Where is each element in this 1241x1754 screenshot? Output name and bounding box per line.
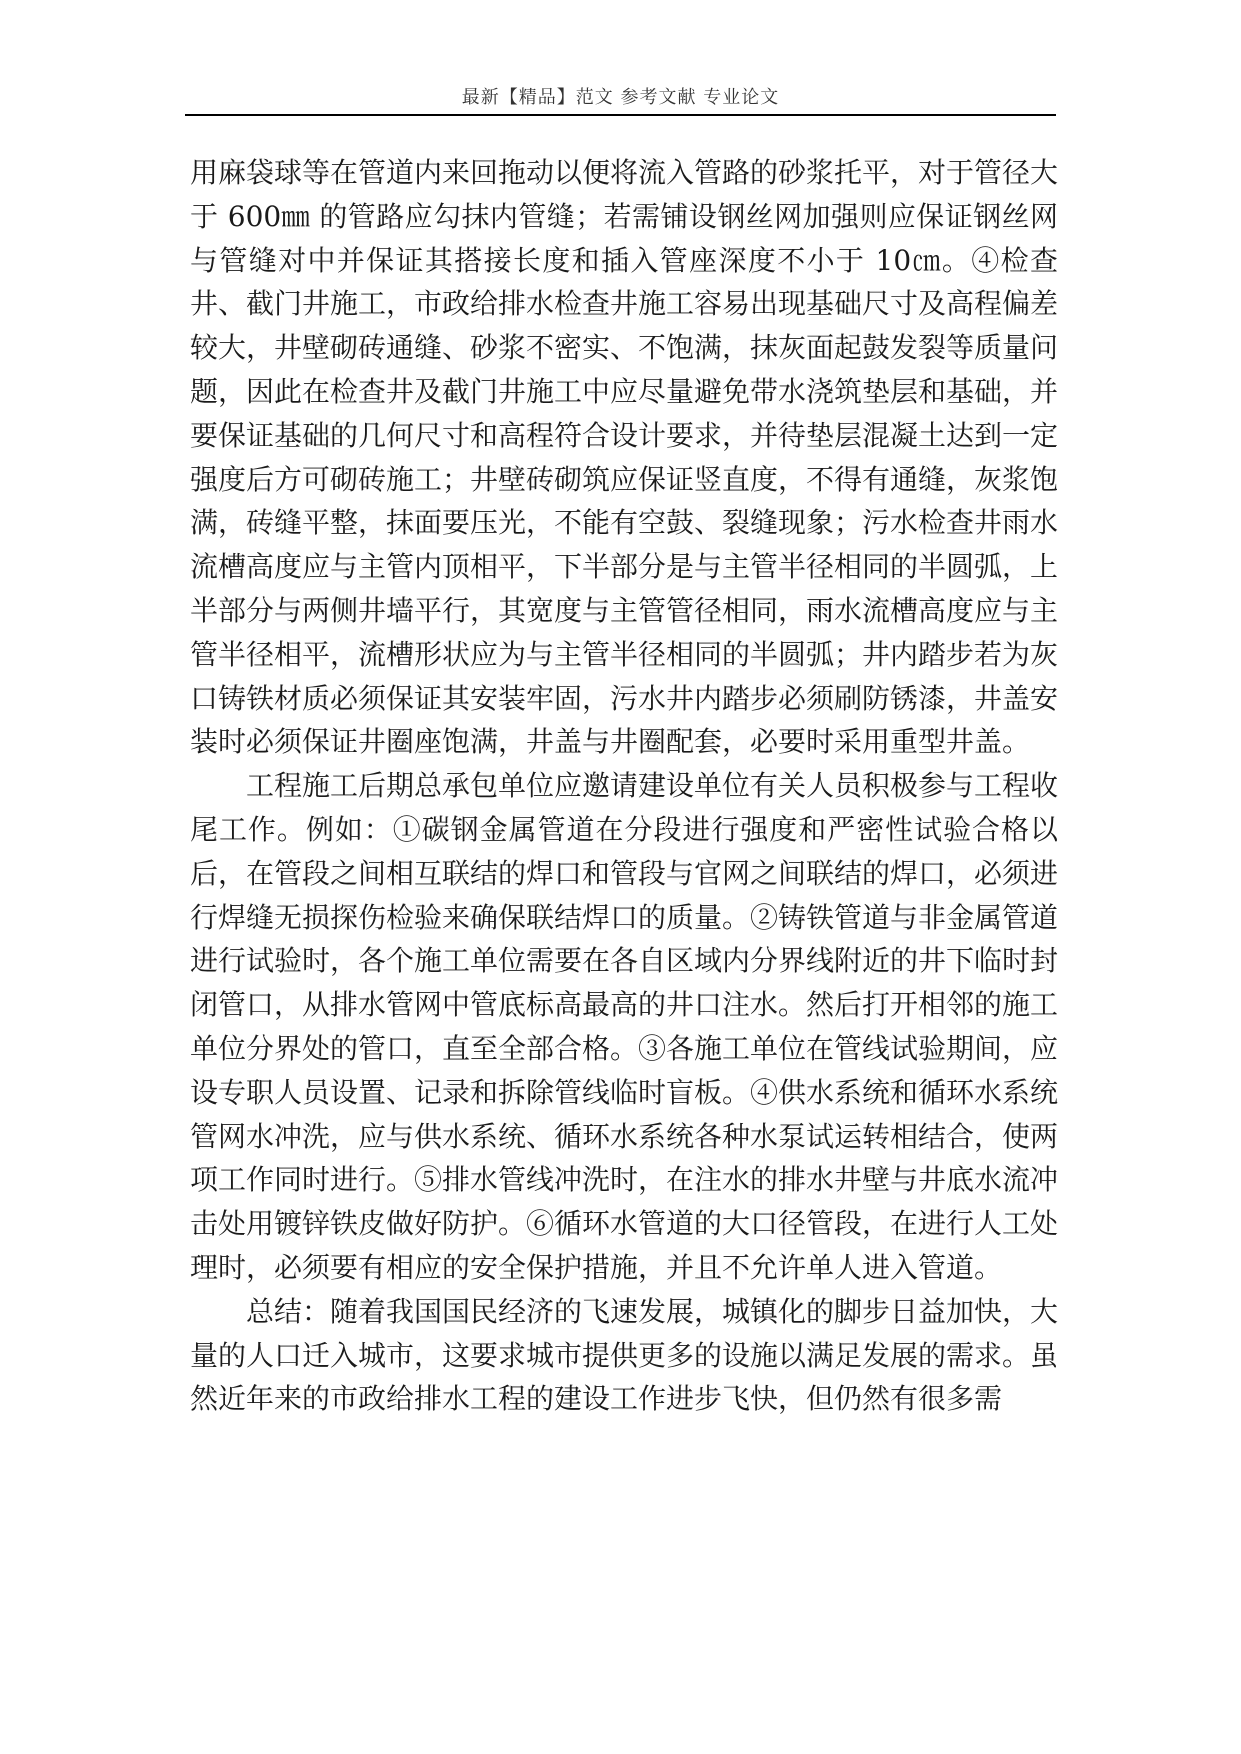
document-body — [190, 151, 1058, 1421]
paragraph-2: 工程施工后期总承包单位应邀请建设单位有关人员积极参与工程收尾工作。例如：①碳钢金属管道在分段进行强度和严密性试验合格以后，在管段之间相互联结的焊口和管段与官网之间联结的焊口，必须进行焊缝无损探伤检验来确保联结焊口的质量。②铸铁管道与非金属管道进行试验时，各个施工单位需要在各自区域内分界线附近的井下临时封闭管口，从排水管网中管底标高最高的井口注水。然后打开相邻的施工单位分界处的管口，直至全部合格。③各施工单位在管线试验期间，应设专职人员设置、记录和拆除管线临时盲板。④供水系统和循环水系统管网水冲洗，应与供水系统、循环水系统各种水泵试运转相结合，使两项工作同时进行。⑤排水管线冲洗时，在注水的排水井壁与井底水流冲击处用镀锌铁皮做好防护。⑥循环水管道的大口径管段，在进行人工处理时，必须要有相应的安全保护措施，并且不允许单人进入管道。 — [190, 769, 1059, 1284]
paragraph-1: 用麻袋球等在管道内来回拖动以便将流入管路的砂浆托平，对于管径大于 600㎜ 的管路应勾抹内管缝；若需铺设钢丝网加强则应保证钢丝网与管缝对中并保证其搭接长度和插入管座深度不小于 10㎝。④检查井、截门井施工，市政给排水检查井施工容易出现基础尺寸及高程偏差较大，井壁砌砖通缝、砂浆不密实、不饱满，抹灰面起鼓发裂等质量问题，因此在检查井及截门井施工中应尽量避免带水浇筑垫层和基础，并要保证基础的几何尺寸和高程符合设计要求，并待垫层混凝土达到一定强度后方可砌砖施工；井壁砖砌筑应保证竖直度，不得有通缝，灰浆饱满，砖缝平整，抹面要压光，不能有空鼓、裂缝现象；污水检查井雨水流槽高度应与主管内顶相平，下半部分是与主管半径相同的半圆弧，上半部分与两侧井墙平行，其宽度与主管管径相同，雨水流槽高度应与主管半径相平，流槽形状应为与主管半径相同的半圆弧；井内踏步若为灰口铸铁材质必须保证其安装牢固，污水井内踏步必须刷防锈漆，井盖安装时必须保证井圈座饱满，井盖与井圈配套，必要时采用重型井盖。 — [190, 156, 1059, 759]
paragraph-3: 总结：随着我国国民经济的飞速发展，城镇化的脚步日益加快，大量的人口迁入城市，这要求城市提供更多的设施以满足发展的需求。虽然近年来的市政给排水工程的建设工作进步飞快，但仍然有很多需 — [190, 1294, 1059, 1416]
page-header: 最新【精品】范文 参考文献 专业论文 — [461, 87, 780, 108]
header-divider — [185, 114, 1056, 116]
